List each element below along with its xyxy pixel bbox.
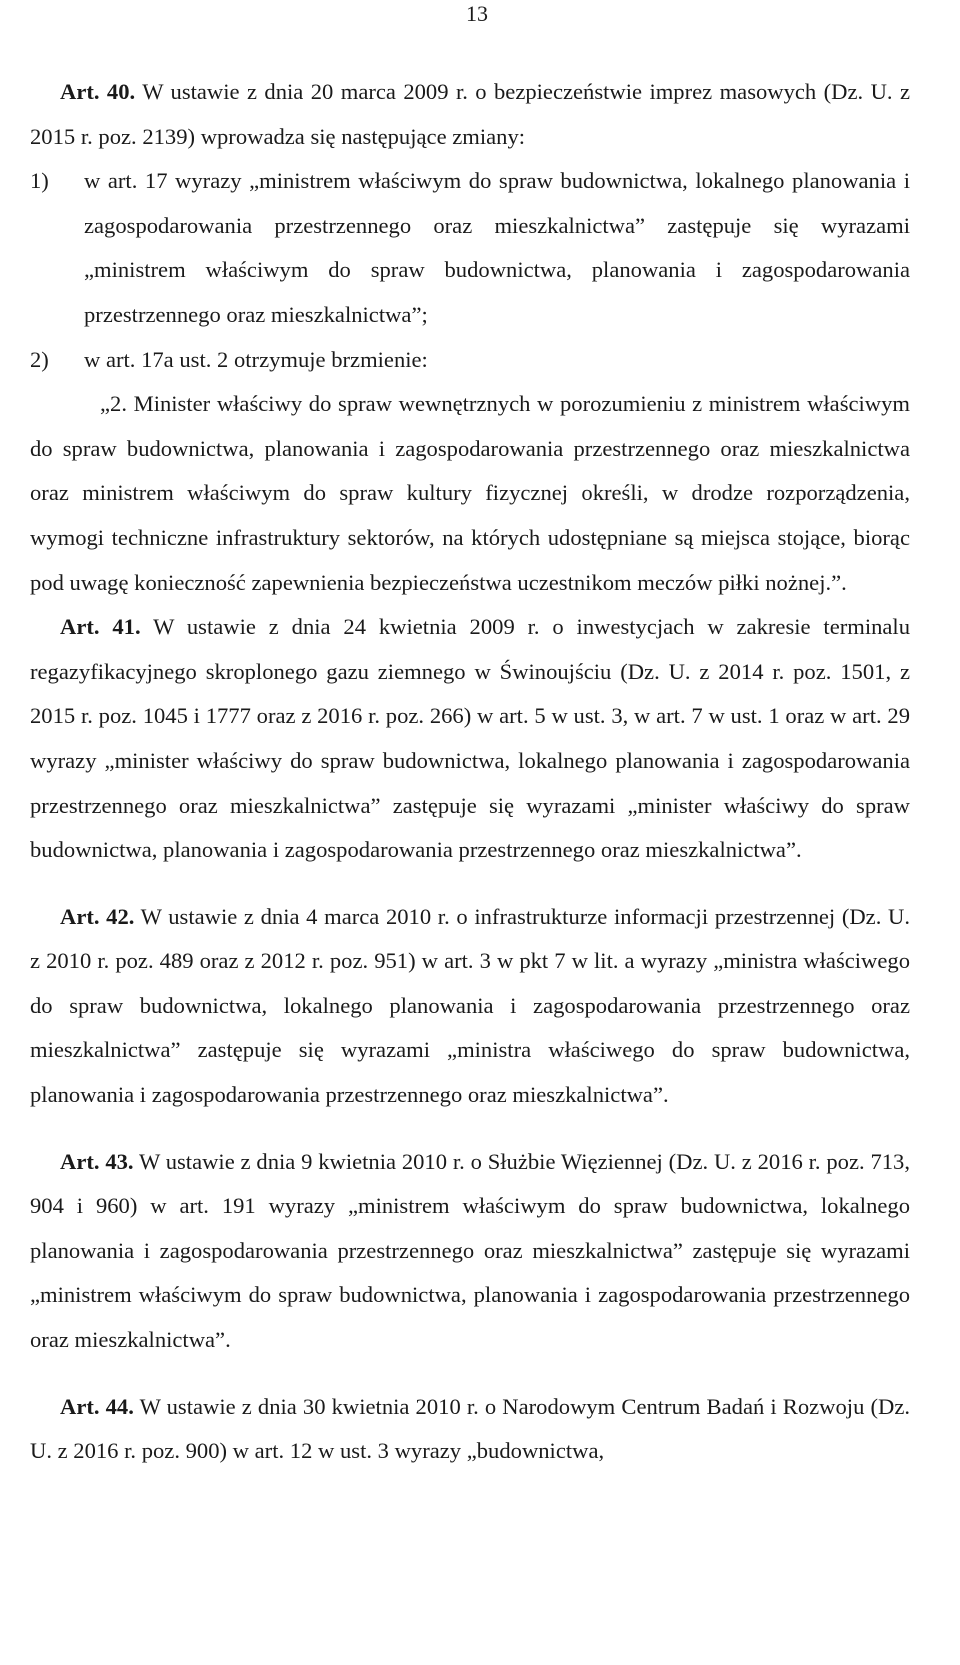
article-41-label: Art. 41. bbox=[60, 614, 141, 640]
article-40-label: Art. 40. bbox=[60, 79, 136, 104]
article-42-text: W ustawie z dnia 4 marca 2010 r. o infrastrukturze informacji przestrzennej (Dz. U. z 2010 r. poz. 489 oraz z 2012 r. poz. 951) w art. 3 w pkt 7 w lit. a wyrazy „ministra właściwego do spraw budownictwa, lokalnego planowania i zagospodarowania przestrzennego oraz mieszkalnictwa” zastępuje się wyrazami „ministra właściwego do spraw budownictwa, planowania i zagospodarowania przestrzennego oraz mieszkalnictwa”. bbox=[30, 903, 910, 1108]
article-40-text: W ustawie z dnia 20 marca 2009 r. o bezpieczeństwie imprez masowych (Dz. U. z 2015 r. poz. 2139) wprowadza się następujące zmiany: bbox=[30, 79, 910, 149]
list-item-number: 1) bbox=[30, 168, 49, 194]
article-42-label: Art. 42. bbox=[60, 903, 135, 929]
article-44 bbox=[30, 1385, 910, 1474]
article-40-intro bbox=[30, 70, 910, 159]
page-number: 13 bbox=[466, 1, 488, 26]
article-41 bbox=[30, 605, 910, 873]
document-body bbox=[30, 70, 910, 1474]
article-42 bbox=[30, 895, 910, 1118]
article-44-text: W ustawie z dnia 30 kwietnia 2010 r. o Narodowym Centrum Badań i Rozwoju (Dz. U. z 2016 r. poz. 900) w art. 12 w ust. 3 wyrazy „budownictwa, bbox=[30, 1393, 910, 1464]
list-item bbox=[30, 338, 910, 383]
article-44-label: Art. 44. bbox=[60, 1393, 134, 1419]
list-item-text: w art. 17a ust. 2 otrzymuje brzmienie: bbox=[84, 346, 428, 372]
list-item bbox=[30, 159, 910, 337]
list-item-number: 2) bbox=[30, 346, 49, 372]
article-41-text: W ustawie z dnia 24 kwietnia 2009 r. o inwestycjach w zakresie terminalu regazyfikacyjnego skroplonego gazu ziemnego w Świnoujściu (Dz. U. z 2014 r. poz. 1501, z 2015 r. poz. 1045 i 1777 oraz z 2016 r. poz. 266) w art. 5 w ust. 3, w art. 7 w ust. 1 oraz w art. 29 wyrazy „minister właściwy do spraw budownictwa, lokalnego planowania i zagospodarowania przestrzennego oraz mieszkalnictwa” zastępuje się wyrazami „minister właściwy do spraw budownictwa, planowania i zagospodarowania przestrzennego oraz mieszkalnictwa”. bbox=[30, 614, 910, 863]
list-item-text: w art. 17 wyrazy „ministrem właściwym do spraw budownictwa, lokalnego planowania i zagospodarowania przestrzennego oraz mieszkalnictwa” zastępuje się wyrazami „ministrem właściwym do spraw budownictwa, planowania i zagospodarowania przestrzennego oraz mieszkalnictwa”; bbox=[84, 168, 910, 327]
quoted-provision: „2. Minister właściwy do spraw wewnętrznych w porozumieniu z ministrem właściwym do spraw budownictwa, planowania i zagospodarowania przestrzennego oraz mieszkalnictwa oraz ministrem właściwym do spraw kultury fizycznej określi, w drodze rozporządzenia, wymogi techniczne infrastruktury sektorów, na których udostępniane są miejsca stojące, biorąc pod uwagę konieczność zapewnienia bezpieczeństwa uczestnikom meczów piłki nożnej.”. bbox=[30, 391, 910, 595]
article-43 bbox=[30, 1140, 910, 1363]
article-43-text: W ustawie z dnia 9 kwietnia 2010 r. o Służbie Więziennej (Dz. U. z 2016 r. poz. 713, 904 i 960) w art. 191 wyrazy „ministrem właściwym do spraw budownictwa, lokalnego planowania i zagospodarowania przestrzennego oraz mieszkalnictwa” zastępuje się wyrazami „ministrem właściwym do spraw budownictwa, planowania i zagospodarowania przestrzennego oraz mieszkalnictwa”. bbox=[30, 1148, 910, 1353]
article-43-label: Art. 43. bbox=[60, 1148, 134, 1174]
